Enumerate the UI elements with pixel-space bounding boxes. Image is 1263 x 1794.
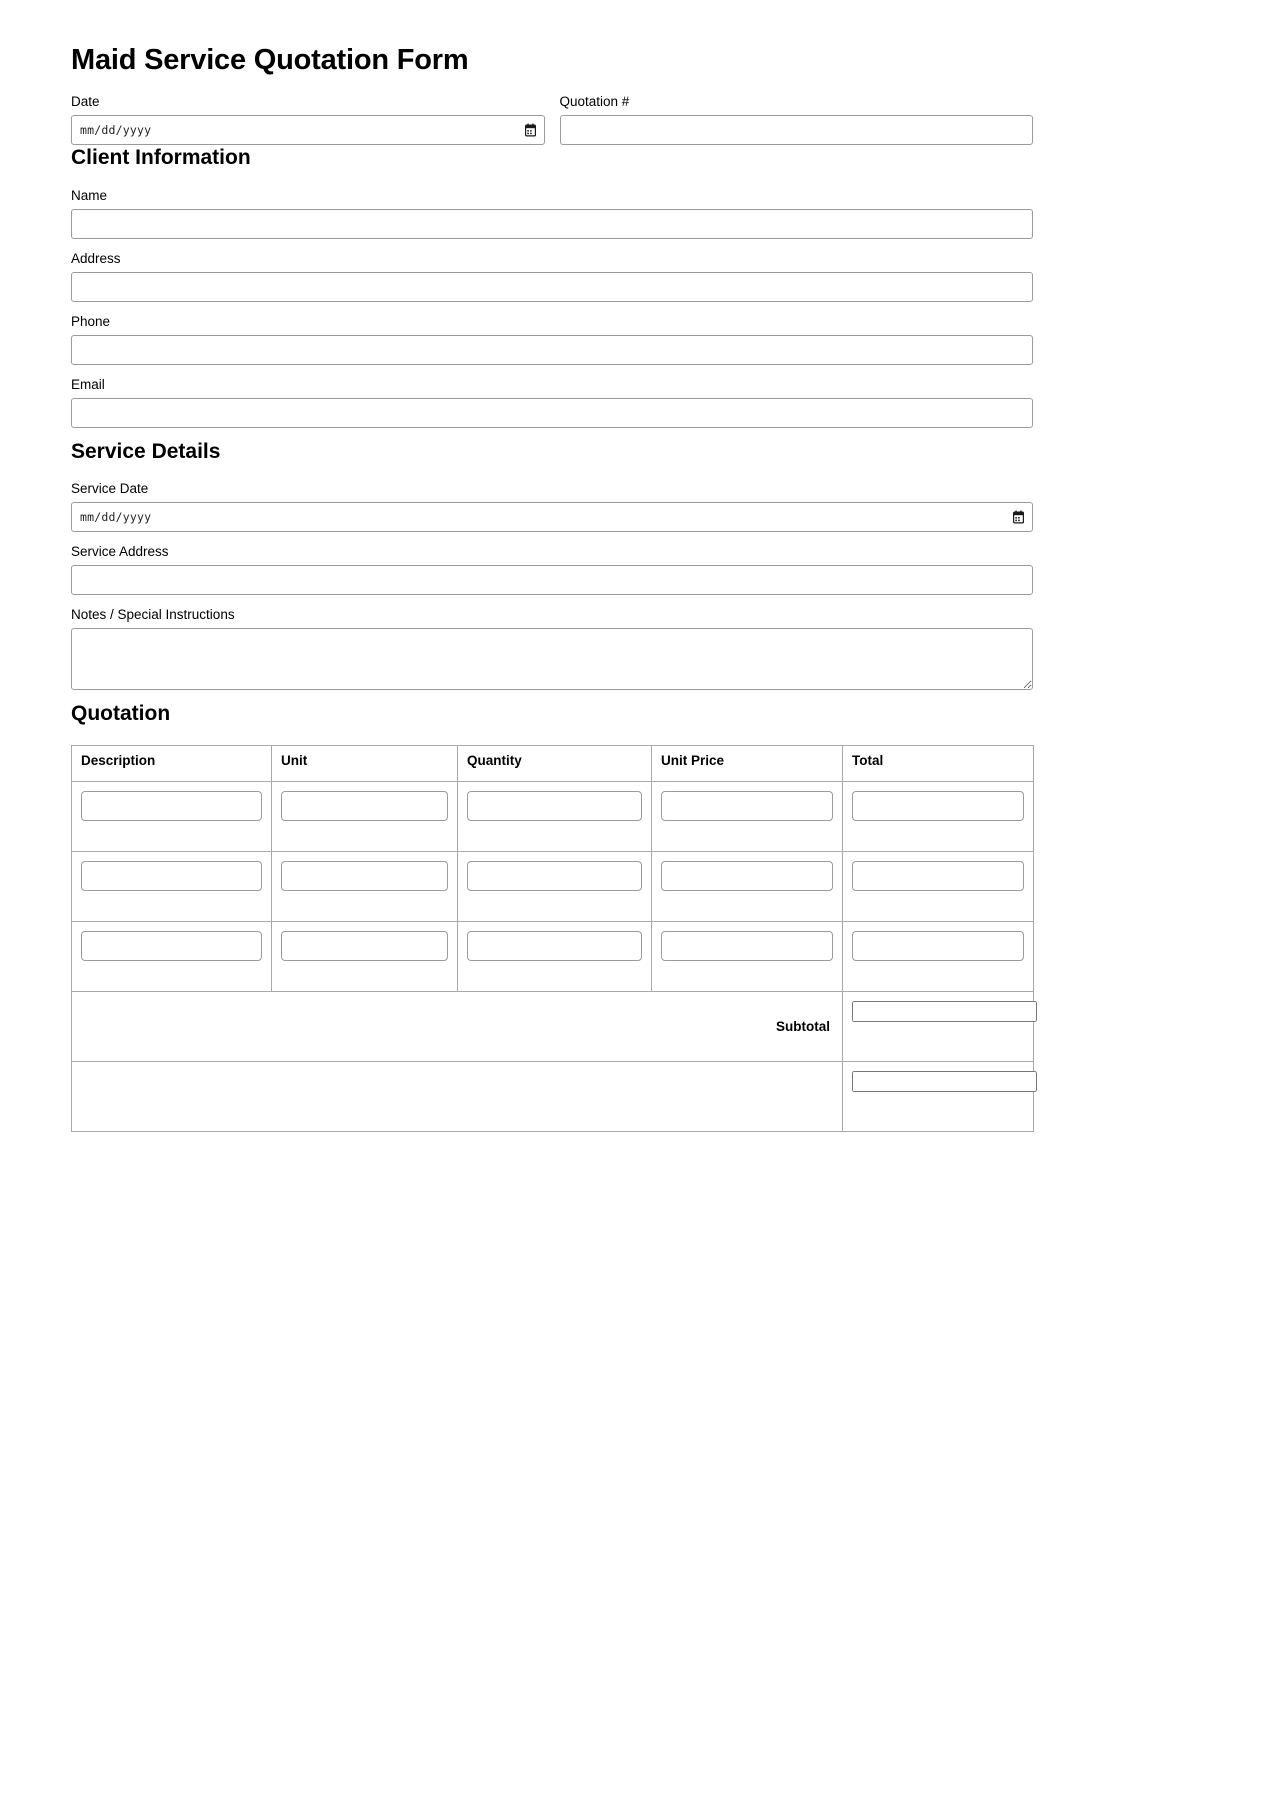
client-name-label: Name	[71, 187, 108, 203]
date-input-wrapper[interactable]	[71, 115, 545, 145]
client-address-field-group	[71, 250, 1033, 302]
cell-total	[843, 921, 1034, 991]
date-field-group	[71, 93, 545, 145]
row-unit-input[interactable]	[281, 861, 448, 891]
client-email-label: Email	[71, 376, 105, 392]
table-header-row	[72, 745, 1034, 781]
column-header-quantity: Quantity	[458, 745, 652, 781]
table-row	[72, 921, 1034, 991]
row-unit-price-input[interactable]	[661, 791, 833, 821]
service-date-input[interactable]	[71, 502, 1033, 532]
summary-label-partial	[72, 1061, 843, 1131]
section-heading-client-information: Client Information	[71, 146, 251, 170]
cell-quantity	[458, 851, 652, 921]
notes-textarea[interactable]	[71, 628, 1033, 690]
service-date-field-group	[71, 480, 1033, 532]
row-unit-price-input[interactable]	[661, 861, 833, 891]
summary-input-partial[interactable]	[852, 1071, 1037, 1092]
row-quantity-input[interactable]	[467, 861, 642, 891]
column-header-unit: Unit	[272, 745, 458, 781]
page-title: Maid Service Quotation Form	[71, 44, 469, 76]
date-input[interactable]	[71, 115, 545, 145]
client-phone-field-group	[71, 313, 1033, 365]
row-unit-input[interactable]	[281, 791, 448, 821]
cell-total	[843, 851, 1034, 921]
form-content	[71, 44, 1033, 1132]
section-heading-quotation: Quotation	[71, 701, 171, 725]
cell-description	[72, 781, 272, 851]
subtotal-row	[72, 991, 1034, 1061]
cell-unit	[272, 921, 458, 991]
table-row	[72, 851, 1034, 921]
quotation-number-field-group	[560, 93, 1034, 145]
row-quantity-input[interactable]	[467, 931, 642, 961]
row-total-input[interactable]	[852, 931, 1024, 961]
client-email-field-group	[71, 376, 1033, 428]
date-placeholder-segments: mm/dd/yyyy	[80, 123, 152, 138]
row-description-input[interactable]	[81, 931, 262, 961]
cell-summary-value-partial	[843, 1061, 1034, 1131]
cell-quantity	[458, 921, 652, 991]
cell-unit	[272, 851, 458, 921]
cell-unit-price	[652, 781, 843, 851]
row-unit-input[interactable]	[281, 931, 448, 961]
row-unit-price-input[interactable]	[661, 931, 833, 961]
client-email-input[interactable]	[71, 398, 1033, 428]
quotation-table	[71, 745, 1034, 1132]
client-phone-input[interactable]	[71, 335, 1033, 365]
table-row	[72, 781, 1034, 851]
notes-label: Notes / Special Instructions	[71, 606, 235, 622]
notes-field-group	[71, 606, 1033, 690]
cell-quantity	[458, 781, 652, 851]
client-name-input[interactable]	[71, 209, 1033, 239]
cell-subtotal-value	[843, 991, 1034, 1061]
cell-description	[72, 921, 272, 991]
subtotal-label: Subtotal	[72, 991, 843, 1061]
service-date-label: Service Date	[71, 480, 149, 496]
column-header-total: Total	[843, 745, 1034, 781]
header-fields-row	[71, 93, 1033, 145]
row-description-input[interactable]	[81, 791, 262, 821]
quotation-number-label: Quotation #	[559, 94, 630, 110]
subtotal-input[interactable]	[852, 1001, 1037, 1022]
row-total-input[interactable]	[852, 861, 1024, 891]
service-date-input-wrapper[interactable]	[71, 502, 1033, 532]
date-label: Date	[71, 94, 100, 110]
cell-unit	[272, 781, 458, 851]
row-total-input[interactable]	[852, 791, 1024, 821]
service-date-placeholder-segments: mm/dd/yyyy	[80, 509, 152, 524]
column-header-description: Description	[72, 745, 272, 781]
row-description-input[interactable]	[81, 861, 262, 891]
quotation-number-input[interactable]	[560, 115, 1034, 145]
column-header-unit-price: Unit Price	[652, 745, 843, 781]
cell-description	[72, 851, 272, 921]
service-address-field-group	[71, 543, 1033, 595]
client-address-input[interactable]	[71, 272, 1033, 302]
cell-total	[843, 781, 1034, 851]
client-phone-label: Phone	[71, 313, 111, 329]
client-address-label: Address	[71, 250, 121, 266]
cell-unit-price	[652, 921, 843, 991]
service-address-label: Service Address	[71, 543, 169, 559]
service-address-input[interactable]	[71, 565, 1033, 595]
cell-unit-price	[652, 851, 843, 921]
row-quantity-input[interactable]	[467, 791, 642, 821]
summary-row-partial	[72, 1061, 1034, 1131]
client-name-field-group	[71, 187, 1033, 239]
section-heading-service-details: Service Details	[71, 439, 221, 463]
